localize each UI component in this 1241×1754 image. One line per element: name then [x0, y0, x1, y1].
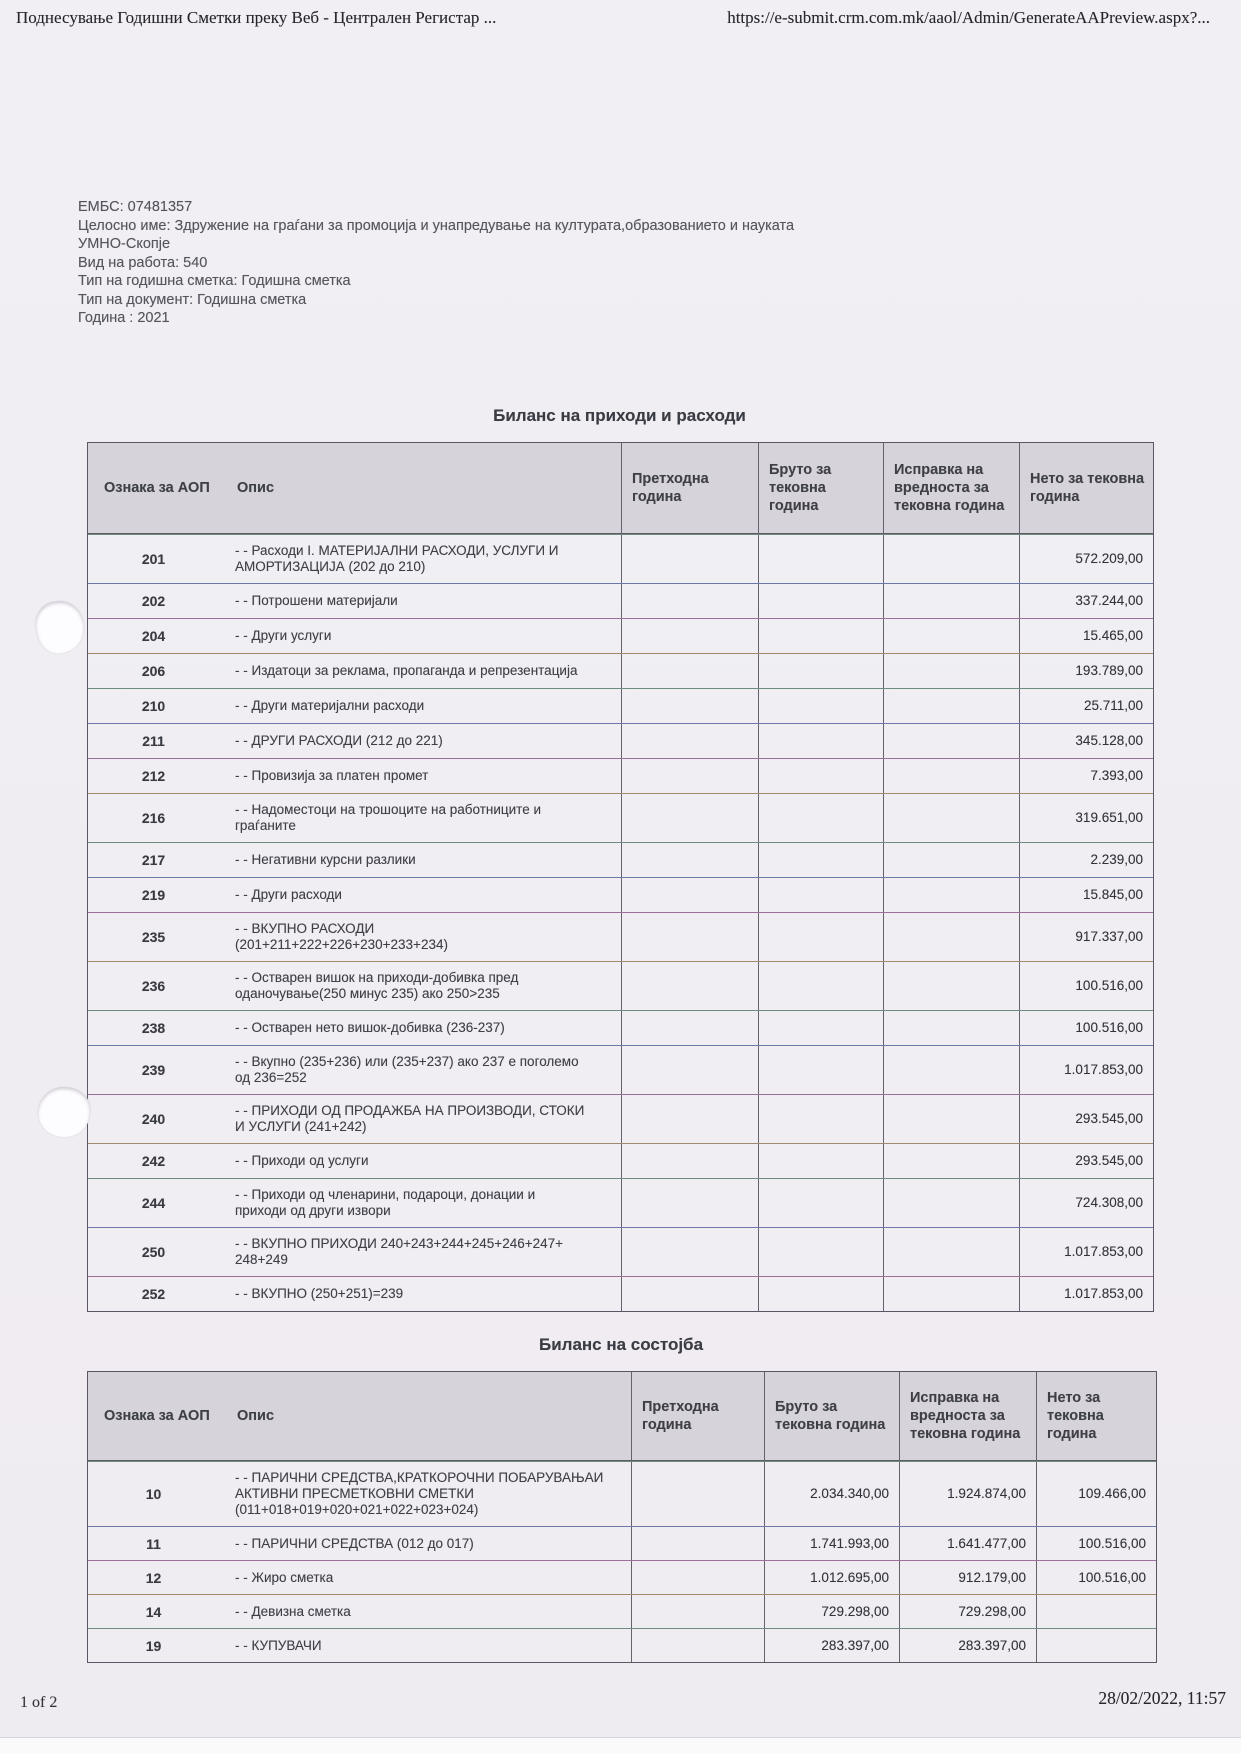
column-header-adjust: Исправка на вредноста за тековна година: [883, 443, 1019, 533]
cell-net: 25.711,00: [1019, 689, 1153, 723]
company-info: [78, 198, 794, 328]
cell-adjustment: [883, 1228, 1019, 1276]
cell-prev-year: [621, 1095, 758, 1143]
table-row: [88, 653, 1153, 688]
cell-description: - - ВКУПНО (250+251)=239: [235, 1286, 404, 1301]
cell-aop-code: 244: [141, 1195, 166, 1211]
cell-adjustment: [883, 1179, 1019, 1227]
cell-net: 917.337,00: [1019, 913, 1153, 961]
cell-aop-code: 11: [146, 1535, 161, 1552]
cell-aop-code: 235: [141, 929, 166, 945]
cell-aop-code: 204: [141, 628, 166, 644]
cell-adjustment: 729.298,00: [899, 1595, 1036, 1628]
cell-prev-year: [621, 535, 758, 583]
income-expense-table-title: Биланс на приходи и расходи: [493, 406, 746, 425]
table-row: [88, 912, 1153, 961]
column-header-prev: Претходна година: [621, 443, 758, 533]
cell-net: 109.466,00: [1036, 1462, 1156, 1526]
cell-net: 572.209,00: [1019, 535, 1153, 583]
cell-gross: [758, 794, 883, 842]
table-row: [88, 583, 1153, 618]
cell-net: 337.244,00: [1019, 584, 1153, 618]
cell-prev-year: [631, 1527, 764, 1560]
cell-adjustment: [883, 913, 1019, 961]
cell-aop-code: 210: [141, 698, 166, 714]
cell-net: 724.308,00: [1019, 1179, 1153, 1227]
cell-net: 293.545,00: [1019, 1095, 1153, 1143]
cell-aop-code: 201: [141, 551, 166, 567]
cell-aop-code: 216: [141, 810, 166, 826]
cell-prev-year: [621, 654, 758, 688]
cell-prev-year: [631, 1561, 764, 1594]
cell-prev-year: [621, 584, 758, 618]
company-info-line: Вид на работа: 540: [78, 254, 208, 271]
cell-prev-year: [631, 1595, 764, 1628]
cell-adjustment: [883, 794, 1019, 842]
column-header-aop: Ознака за АОП: [104, 480, 210, 496]
cell-description: - - Приходи од членарини, подароци, донации и приходи од други извори: [235, 1187, 536, 1218]
column-header-gross: Бруто за тековна година: [764, 1372, 899, 1460]
column-header-desc: Опис: [237, 480, 275, 496]
cell-adjustment: [883, 1277, 1019, 1311]
cell-aop-code: 236: [141, 978, 166, 994]
cell-description: - - ВКУПНО РАСХОДИ (201+211+222+226+230+233+234): [235, 921, 448, 952]
cell-gross: [758, 1228, 883, 1276]
cell-aop-code: 202: [141, 593, 166, 609]
cell-description: - - Провизија за платен промет: [235, 768, 429, 783]
cell-aop-code: 238: [141, 1020, 166, 1036]
cell-adjustment: [883, 689, 1019, 723]
cell-description: - - Вкупно (235+236) или (235+237) ако 237 е поголемо од 236=252: [235, 1054, 579, 1085]
table-row: [88, 877, 1153, 912]
cell-gross: 2.034.340,00: [764, 1462, 899, 1526]
company-info-line: Тип на годишна сметка: Годишна сметка: [78, 273, 351, 289]
column-header-net: Нето за тековна година: [1036, 1372, 1156, 1460]
cell-description: - - Остварен вишок на приходи-добивка пред оданочување(250 минус 235) ако 250>235: [235, 970, 519, 1001]
cell-description: - - Жиро сметка: [235, 1569, 334, 1585]
cell-description: - - Расходи I. МАТЕРИЈАЛНИ РАСХОДИ, УСЛУГИ И АМОРТИЗАЦИЈА (202 до 210): [235, 543, 559, 574]
cell-adjustment: [883, 724, 1019, 758]
cell-net: 15.845,00: [1019, 878, 1153, 912]
cell-net: 1.017.853,00: [1019, 1228, 1153, 1276]
cell-description: - - ПАРИЧНИ СРЕДСТВА (012 до 017): [235, 1535, 474, 1551]
cell-aop-code: 252: [141, 1286, 166, 1302]
print-header-title: Поднесување Годишни Сметки преку Веб - Централен Регистар ...: [16, 8, 497, 27]
cell-aop-code: 12: [145, 1569, 162, 1586]
cell-aop-code: 10: [145, 1486, 162, 1502]
cell-aop-code: 211: [142, 733, 165, 749]
cell-prev-year: [621, 689, 758, 723]
cell-net: 293.545,00: [1019, 1144, 1153, 1178]
cell-description: - - КУПУВАЧИ: [235, 1637, 322, 1653]
cell-net: 100.516,00: [1036, 1561, 1156, 1594]
cell-gross: [758, 878, 883, 912]
cell-gross: [758, 913, 883, 961]
cell-gross: [758, 1011, 883, 1045]
cell-gross: [758, 654, 883, 688]
cell-aop-code: 219: [141, 887, 166, 903]
cell-adjustment: [883, 654, 1019, 688]
cell-gross: [758, 1179, 883, 1227]
table-header-row: [88, 1372, 1156, 1461]
cell-description: - - Потрошени материјали: [235, 593, 398, 608]
cell-prev-year: [621, 759, 758, 793]
cell-net: 7.393,00: [1019, 759, 1153, 793]
cell-gross: [758, 759, 883, 793]
cell-gross: [758, 619, 883, 653]
table-row: [88, 1594, 1156, 1628]
cell-adjustment: [883, 1144, 1019, 1178]
cell-net: [1036, 1595, 1156, 1628]
table-header-row: [88, 443, 1153, 534]
cell-adjustment: [883, 759, 1019, 793]
balance-sheet-table: [87, 1371, 1157, 1663]
cell-adjustment: [883, 1046, 1019, 1094]
column-header-prev: Претходна година: [631, 1372, 764, 1460]
cell-adjustment: 1.641.477,00: [899, 1527, 1036, 1560]
income-expense-table: [87, 442, 1154, 1312]
cell-adjustment: [883, 878, 1019, 912]
table-row: [88, 534, 1153, 583]
cell-description: - - Други материјални расходи: [235, 698, 425, 713]
cell-net: 193.789,00: [1019, 654, 1153, 688]
cell-aop-code: 14: [145, 1603, 162, 1620]
table-row: [88, 961, 1153, 1010]
cell-prev-year: [621, 913, 758, 961]
cell-gross: 283.397,00: [764, 1629, 899, 1662]
footer-page-number: 1 of 2: [20, 1694, 58, 1711]
cell-aop-code: 242: [141, 1153, 166, 1169]
cell-adjustment: [883, 1011, 1019, 1045]
cell-adjustment: 912.179,00: [899, 1561, 1036, 1594]
cell-description: - - Приходи од услуги: [235, 1153, 369, 1168]
table-row: [88, 618, 1153, 653]
company-info-line: Тип на документ: Годишна сметка: [78, 291, 307, 308]
cell-adjustment: [883, 843, 1019, 877]
cell-adjustment: [883, 584, 1019, 618]
cell-prev-year: [621, 794, 758, 842]
cell-description: - - Надоместоци на трошоците на работниците и граѓаните: [235, 802, 542, 833]
table-row: [88, 688, 1153, 723]
table-row: [88, 1227, 1153, 1276]
column-header-aop: Ознака за АОП: [104, 1408, 210, 1424]
cell-gross: [758, 535, 883, 583]
cell-adjustment: [883, 535, 1019, 583]
cell-aop-code: 206: [141, 663, 166, 679]
cell-gross: [758, 689, 883, 723]
table-row: [88, 1276, 1153, 1311]
cell-prev-year: [621, 1228, 758, 1276]
cell-gross: 1.012.695,00: [764, 1561, 899, 1594]
table-row: [88, 1560, 1156, 1594]
cell-gross: [758, 584, 883, 618]
cell-adjustment: [883, 619, 1019, 653]
table-row: [88, 1010, 1153, 1045]
column-header-adjust: Исправка на вредноста за тековна година: [899, 1372, 1036, 1460]
hole-punch-artifact: [32, 597, 88, 657]
table-row: [88, 842, 1153, 877]
table-row: [88, 1094, 1153, 1143]
print-header: [16, 8, 1210, 28]
company-info-line: ЕМБС: 07481357: [78, 199, 193, 215]
cell-gross: [758, 1095, 883, 1143]
cell-net: 1.017.853,00: [1019, 1046, 1153, 1094]
cell-prev-year: [621, 1011, 758, 1045]
cell-net: 100.516,00: [1019, 1011, 1153, 1045]
print-header-url: https://e-submit.crm.com.mk/aaol/Admin/GenerateAAPreview.aspx?...: [727, 8, 1210, 27]
cell-description: - - Издатоци за реклама, пропаганда и репрезентација: [235, 663, 578, 678]
table-row: [88, 793, 1153, 842]
cell-prev-year: [621, 1277, 758, 1311]
cell-prev-year: [631, 1629, 764, 1662]
table-row: [88, 1045, 1153, 1094]
table-row: [88, 1143, 1153, 1178]
column-header-net: Нето за тековна година: [1019, 443, 1153, 533]
company-info-line: Година : 2021: [78, 310, 170, 326]
cell-adjustment: [883, 962, 1019, 1010]
cell-aop-code: 239: [141, 1062, 166, 1078]
cell-description: - - Други расходи: [235, 887, 342, 902]
cell-net: 319.651,00: [1019, 794, 1153, 842]
cell-aop-code: 19: [145, 1637, 162, 1654]
cell-net: [1036, 1629, 1156, 1662]
table-row: [88, 1178, 1153, 1227]
cell-gross: [758, 1046, 883, 1094]
cell-aop-code: 217: [141, 852, 166, 868]
cell-gross: [758, 962, 883, 1010]
cell-gross: [758, 1144, 883, 1178]
cell-prev-year: [621, 962, 758, 1010]
table-row: [88, 1628, 1156, 1662]
cell-aop-code: 240: [141, 1111, 166, 1127]
cell-gross: [758, 1277, 883, 1311]
cell-gross: 1.741.993,00: [764, 1527, 899, 1560]
cell-net: 100.516,00: [1019, 962, 1153, 1010]
cell-description: - - ПАРИЧНИ СРЕДСТВА,КРАТКОРОЧНИ ПОБАРУВАЊАИ АКТИВНИ ПРЕСМЕТКОВНИ СМЕТКИ (011+018+019+020+021+022+023+024): [235, 1470, 604, 1517]
table-row: [88, 1461, 1156, 1526]
table-row: [88, 758, 1153, 793]
cell-prev-year: [621, 843, 758, 877]
hole-punch-artifact: [36, 1084, 93, 1139]
cell-prev-year: [631, 1462, 764, 1526]
company-info-line: Целосно име: Здружение на граѓани за промоција и унапредување на културата,образованието и науката: [78, 217, 795, 234]
cell-prev-year: [621, 619, 758, 653]
cell-adjustment: 1.924.874,00: [899, 1462, 1036, 1526]
cell-prev-year: [621, 1144, 758, 1178]
cell-prev-year: [621, 878, 758, 912]
cell-description: - - Други услуги: [235, 628, 332, 643]
balance-sheet-table-title: Биланс на состојба: [538, 1335, 704, 1354]
cell-gross: [758, 724, 883, 758]
column-header-gross: Бруто за тековна година: [758, 443, 883, 533]
cell-adjustment: [883, 1095, 1019, 1143]
cell-net: 15.465,00: [1019, 619, 1153, 653]
cell-net: 1.017.853,00: [1019, 1277, 1153, 1311]
cell-description: - - Девизна сметка: [235, 1603, 351, 1619]
table-row: [88, 723, 1153, 758]
column-header-desc: Опис: [237, 1408, 275, 1424]
cell-description: - - Остварен нето вишок-добивка (236-237): [235, 1020, 505, 1035]
cell-prev-year: [621, 1046, 758, 1094]
cell-gross: 729.298,00: [764, 1595, 899, 1628]
cell-prev-year: [621, 1179, 758, 1227]
cell-net: 2.239,00: [1019, 843, 1153, 877]
cell-gross: [758, 843, 883, 877]
cell-aop-code: 250: [141, 1244, 166, 1260]
cell-description: - - ВКУПНО ПРИХОДИ 240+243+244+245+246+247+ 248+249: [235, 1236, 564, 1267]
cell-description: - - ДРУГИ РАСХОДИ (212 до 221): [235, 733, 443, 748]
company-info-line: УМНО-Скопје: [78, 236, 171, 252]
cell-net: 345.128,00: [1019, 724, 1153, 758]
scan-edge-artifact: [0, 1737, 1241, 1754]
cell-aop-code: 212: [141, 768, 166, 784]
table-row: [88, 1526, 1156, 1560]
cell-adjustment: 283.397,00: [899, 1629, 1036, 1662]
cell-description: - - Негативни курсни разлики: [235, 852, 416, 867]
cell-description: - - ПРИХОДИ ОД ПРОДАЖБА НА ПРОИЗВОДИ, СТОКИ И УСЛУГИ (241+242): [235, 1103, 585, 1134]
footer-timestamp: 28/02/2022, 11:57: [1098, 1688, 1226, 1708]
cell-prev-year: [621, 724, 758, 758]
cell-net: 100.516,00: [1036, 1527, 1156, 1560]
